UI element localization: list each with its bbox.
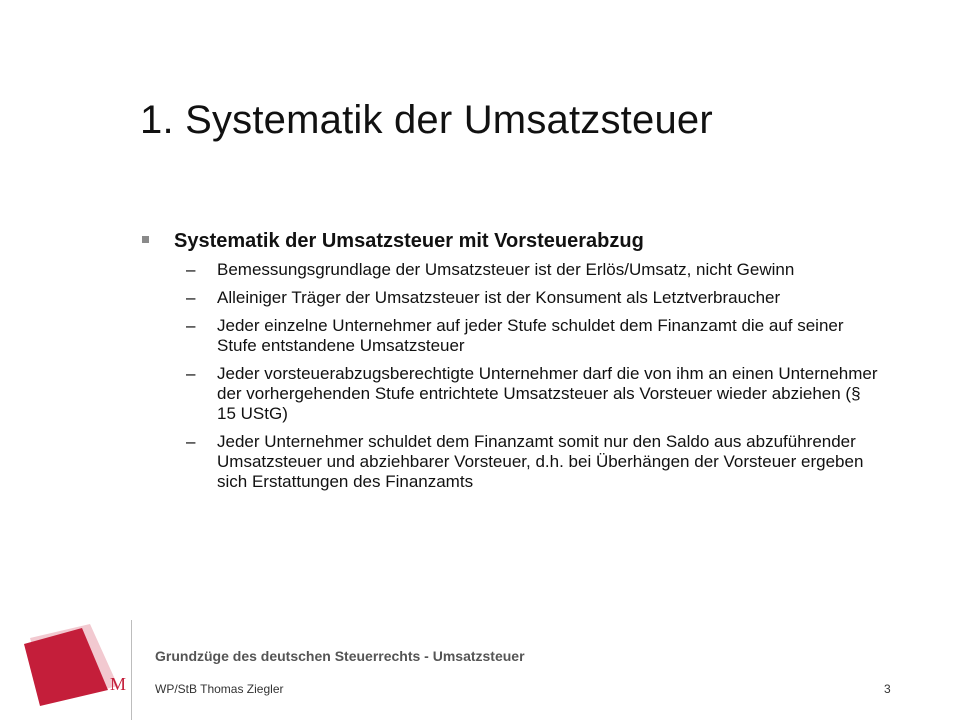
- sub-bullet-text: Jeder vorsteuerabzugsberechtigte Unternehmer darf die von ihm an einen Unternehmer der vorhergehenden Stufe entrichtete Umsatzsteuer als Vorsteuer wieder abziehen (§ 15 UStG): [217, 364, 878, 423]
- slide-content: [140, 228, 880, 500]
- slide-title: 1. Systematik der Umsatzsteuer: [140, 98, 713, 142]
- footer-divider: [131, 620, 132, 720]
- sub-bullet-text: Jeder einzelne Unternehmer auf jeder Stufe schuldet dem Finanzamt die auf seiner Stufe entstandene Umsatzsteuer: [217, 316, 844, 355]
- sub-bullet-text: Bemessungsgrundlage der Umsatzsteuer ist der Erlös/Umsatz, nicht Gewinn: [217, 260, 795, 279]
- dash-bullet-icon: –: [186, 364, 196, 383]
- square-bullet-icon: [142, 236, 149, 243]
- logo-letter: M: [110, 674, 127, 694]
- sub-bullet: [140, 432, 880, 492]
- main-bullet-text: Systematik der Umsatzsteuer mit Vorsteuerabzug: [174, 230, 644, 252]
- sub-bullet: [140, 316, 880, 356]
- sub-bullet: [140, 288, 880, 308]
- sub-bullet-list: [140, 260, 880, 492]
- sub-bullet: [140, 364, 880, 424]
- dash-bullet-icon: –: [186, 316, 196, 335]
- footer-title: Grundzüge des deutschen Steuerrechts - Umsatzsteuer: [155, 648, 525, 664]
- sub-bullet: [140, 260, 880, 280]
- sub-bullet-text: Jeder Unternehmer schuldet dem Finanzamt somit nur den Saldo aus abzuführender Umsatzsteuer und abziehbarer Vorsteuer, d.h. bei Überhängen der Vorsteuer ergeben sich Erstattungen des Finanzamts: [217, 432, 864, 491]
- dash-bullet-icon: –: [186, 432, 196, 451]
- sub-bullet-text: Alleiniger Träger der Umsatzsteuer ist der Konsument als Letztverbraucher: [217, 288, 781, 307]
- university-logo-icon: [0, 620, 130, 725]
- logo-graphic: [0, 620, 130, 720]
- dash-bullet-icon: –: [186, 288, 196, 307]
- footer-author: WP/StB Thomas Ziegler: [155, 682, 284, 696]
- dash-bullet-icon: –: [186, 260, 196, 279]
- page-number: 3: [884, 682, 891, 696]
- main-bullet: [140, 228, 880, 254]
